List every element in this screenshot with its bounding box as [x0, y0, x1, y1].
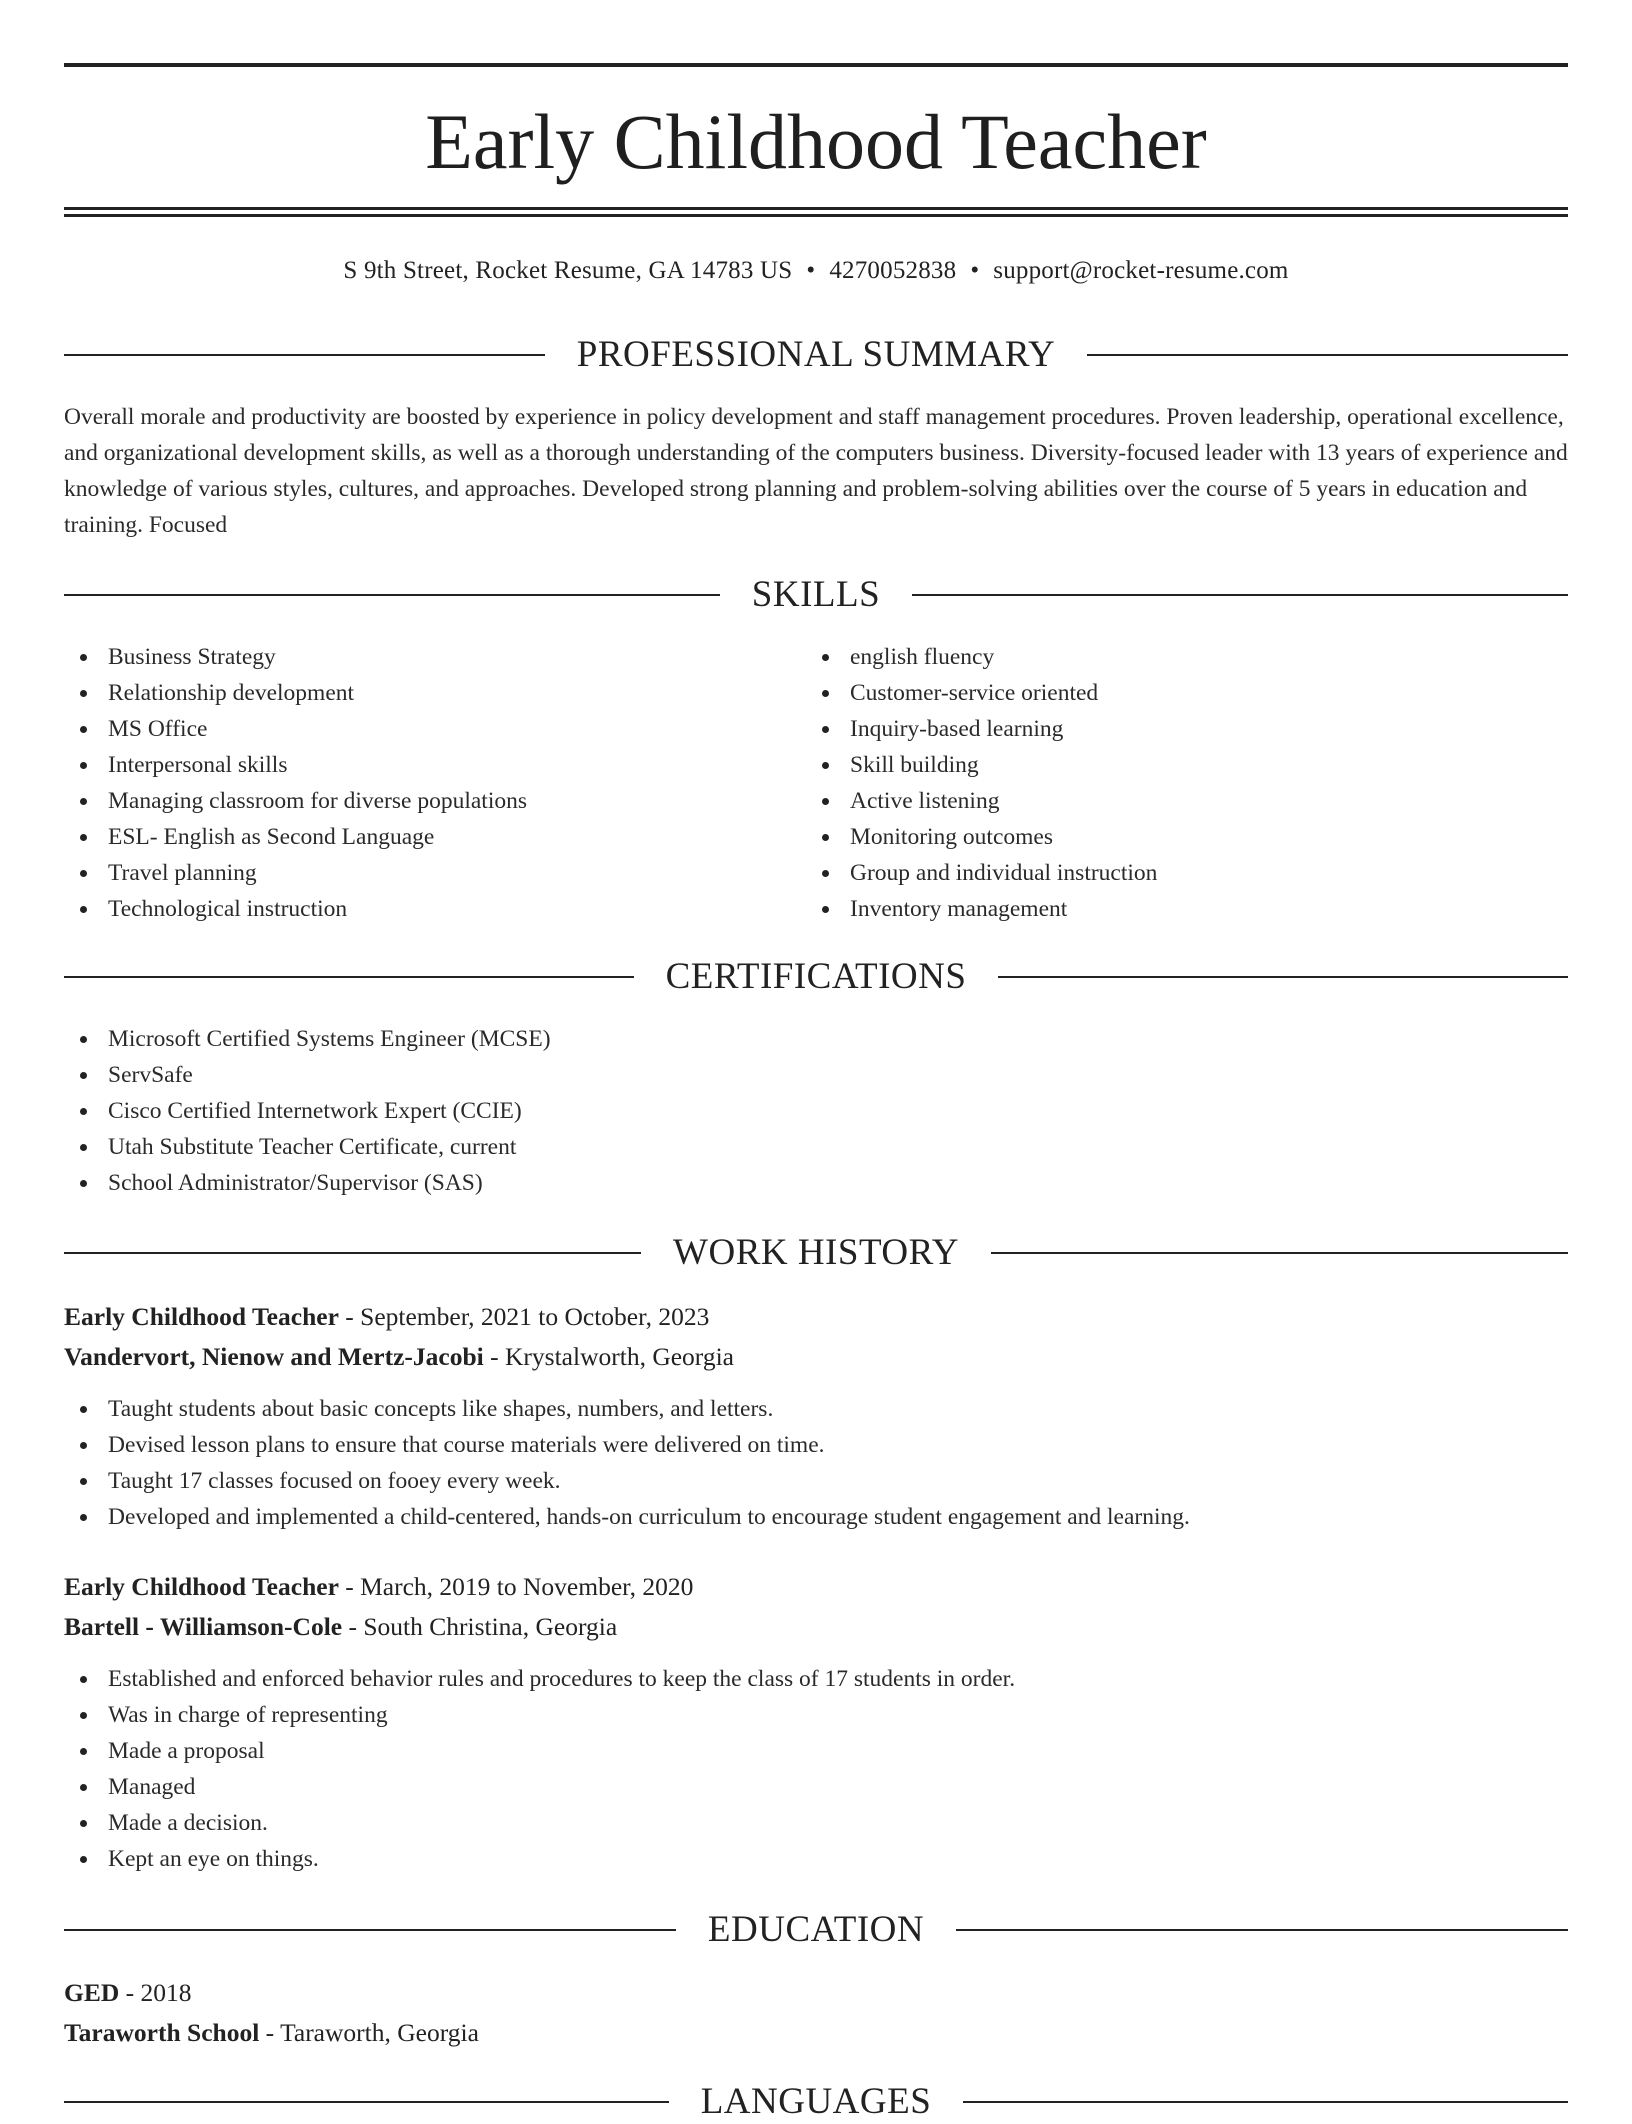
contact-email[interactable]: support@rocket-resume.com: [993, 257, 1289, 284]
job-bullet: Taught 17 classes focused on fooey every week.: [64, 1463, 1544, 1499]
heading-rule: [998, 976, 1568, 978]
skill-item: Group and individual instruction: [806, 855, 1506, 891]
section-heading-work-history: [64, 1231, 1568, 1275]
job-bullets: [64, 1391, 1544, 1535]
section-heading-summary: [64, 333, 1568, 377]
job-title: Early Childhood Teacher: [64, 1572, 339, 1601]
skill-item: Business Strategy: [64, 639, 764, 675]
heading-rule: [1087, 354, 1568, 356]
job-bullet: Managed: [64, 1769, 1544, 1805]
job-bullet: Made a proposal: [64, 1733, 1544, 1769]
job-bullet: Established and enforced behavior rules and procedures to keep the class of 17 students in order.: [64, 1661, 1544, 1697]
heading-rule: [64, 594, 720, 596]
title-rule-lower: [64, 214, 1568, 217]
skill-item: Inquiry-based learning: [806, 711, 1506, 747]
heading-rule: [991, 1252, 1568, 1254]
top-rule: [64, 63, 1568, 67]
heading-rule: [963, 2101, 1568, 2103]
job-bullet: Was in charge of representing: [64, 1697, 1544, 1733]
skills-list-left: [64, 639, 764, 927]
job-company-line: [64, 1337, 1568, 1377]
skill-item: Skill building: [806, 747, 1506, 783]
education-location: - Taraworth, Georgia: [259, 2018, 479, 2047]
job-dates: - March, 2019 to November, 2020: [338, 1572, 694, 1601]
certification-item: Utah Substitute Teacher Certificate, current: [64, 1129, 1464, 1165]
skill-item: english fluency: [806, 639, 1506, 675]
job-bullet: Made a decision.: [64, 1805, 1544, 1841]
job-title-line: [64, 1297, 1568, 1337]
section-title: CERTIFICATIONS: [665, 956, 967, 997]
section-title: EDUCATION: [707, 1909, 925, 1950]
section-title: WORK HISTORY: [673, 1232, 959, 1273]
section-heading-skills: [64, 573, 1568, 617]
certification-item: School Administrator/Supervisor (SAS): [64, 1165, 1464, 1201]
heading-rule: [64, 1929, 676, 1931]
job-location: - South Christina, Georgia: [342, 1612, 618, 1641]
heading-rule: [64, 1252, 641, 1254]
education-school-line: [64, 2013, 1568, 2053]
contact-separator: •: [970, 257, 980, 284]
job-dates: - September, 2021 to October, 2023: [338, 1302, 710, 1331]
education-year: - 2018: [119, 1978, 192, 2007]
heading-rule: [912, 594, 1568, 596]
education-degree: GED: [64, 1978, 120, 2007]
skill-item: Inventory management: [806, 891, 1506, 927]
section-heading-certifications: [64, 955, 1568, 999]
job-bullet: Developed and implemented a child-centered, hands-on curriculum to encourage student engagement and learning.: [64, 1499, 1544, 1535]
skill-item: Monitoring outcomes: [806, 819, 1506, 855]
education-school: Taraworth School: [64, 2018, 260, 2047]
skill-item: Relationship development: [64, 675, 764, 711]
contact-phone[interactable]: 4270052838: [829, 257, 957, 284]
heading-rule: [64, 976, 634, 978]
job-title-line: [64, 1567, 1568, 1607]
skills-list-right: [806, 639, 1506, 927]
job-company: Vandervort, Nienow and Mertz-Jacobi: [64, 1342, 484, 1371]
certifications-list: [64, 1021, 1464, 1201]
skill-item: Technological instruction: [64, 891, 764, 927]
heading-rule: [64, 2101, 669, 2103]
skill-item: Interpersonal skills: [64, 747, 764, 783]
contact-line: [64, 254, 1568, 288]
page-title: Early Childhood Teacher: [425, 98, 1207, 185]
skill-item: Active listening: [806, 783, 1506, 819]
certification-item: Cisco Certified Internetwork Expert (CCIE): [64, 1093, 1464, 1129]
education-degree-line: [64, 1973, 1568, 2013]
job-bullets: [64, 1661, 1544, 1877]
job-company: Bartell - Williamson-Cole: [64, 1612, 343, 1641]
summary-text: Overall morale and productivity are boosted by experience in policy development and staff management procedures. Proven leadership, operational excellence, and organizational development skills, as well as a thorough understanding of the computers business. Diversity-focused leader with 13 years of experience and knowledge of various styles, cultures, and approaches. Developed strong planning and problem-solving abilities over the course of 5 years in education and training. Focused: [64, 404, 1568, 538]
skill-item: MS Office: [64, 711, 764, 747]
title-rule-upper: [64, 207, 1568, 210]
section-heading-languages: [64, 2080, 1568, 2124]
section-heading-education: [64, 1908, 1568, 1952]
job-location: - Krystalworth, Georgia: [483, 1342, 734, 1371]
section-title: LANGUAGES: [700, 2081, 932, 2122]
skill-item: ESL- English as Second Language: [64, 819, 764, 855]
certification-item: Microsoft Certified Systems Engineer (MCSE): [64, 1021, 1464, 1057]
job-company-line: [64, 1607, 1568, 1647]
heading-rule: [956, 1929, 1568, 1931]
contact-address: S 9th Street, Rocket Resume, GA 14783 US: [343, 257, 793, 284]
job-title: Early Childhood Teacher: [64, 1302, 339, 1331]
contact-separator: •: [806, 257, 816, 284]
certification-item: ServSafe: [64, 1057, 1464, 1093]
skill-item: Customer-service oriented: [806, 675, 1506, 711]
job-bullet: Devised lesson plans to ensure that course materials were delivered on time.: [64, 1427, 1544, 1463]
skill-item: Travel planning: [64, 855, 764, 891]
heading-rule: [64, 354, 545, 356]
section-title: PROFESSIONAL SUMMARY: [576, 334, 1056, 375]
skill-item: Managing classroom for diverse populations: [64, 783, 764, 819]
section-title: SKILLS: [751, 574, 881, 615]
job-bullet: Taught students about basic concepts like shapes, numbers, and letters.: [64, 1391, 1544, 1427]
job-bullet: Kept an eye on things.: [64, 1841, 1544, 1877]
